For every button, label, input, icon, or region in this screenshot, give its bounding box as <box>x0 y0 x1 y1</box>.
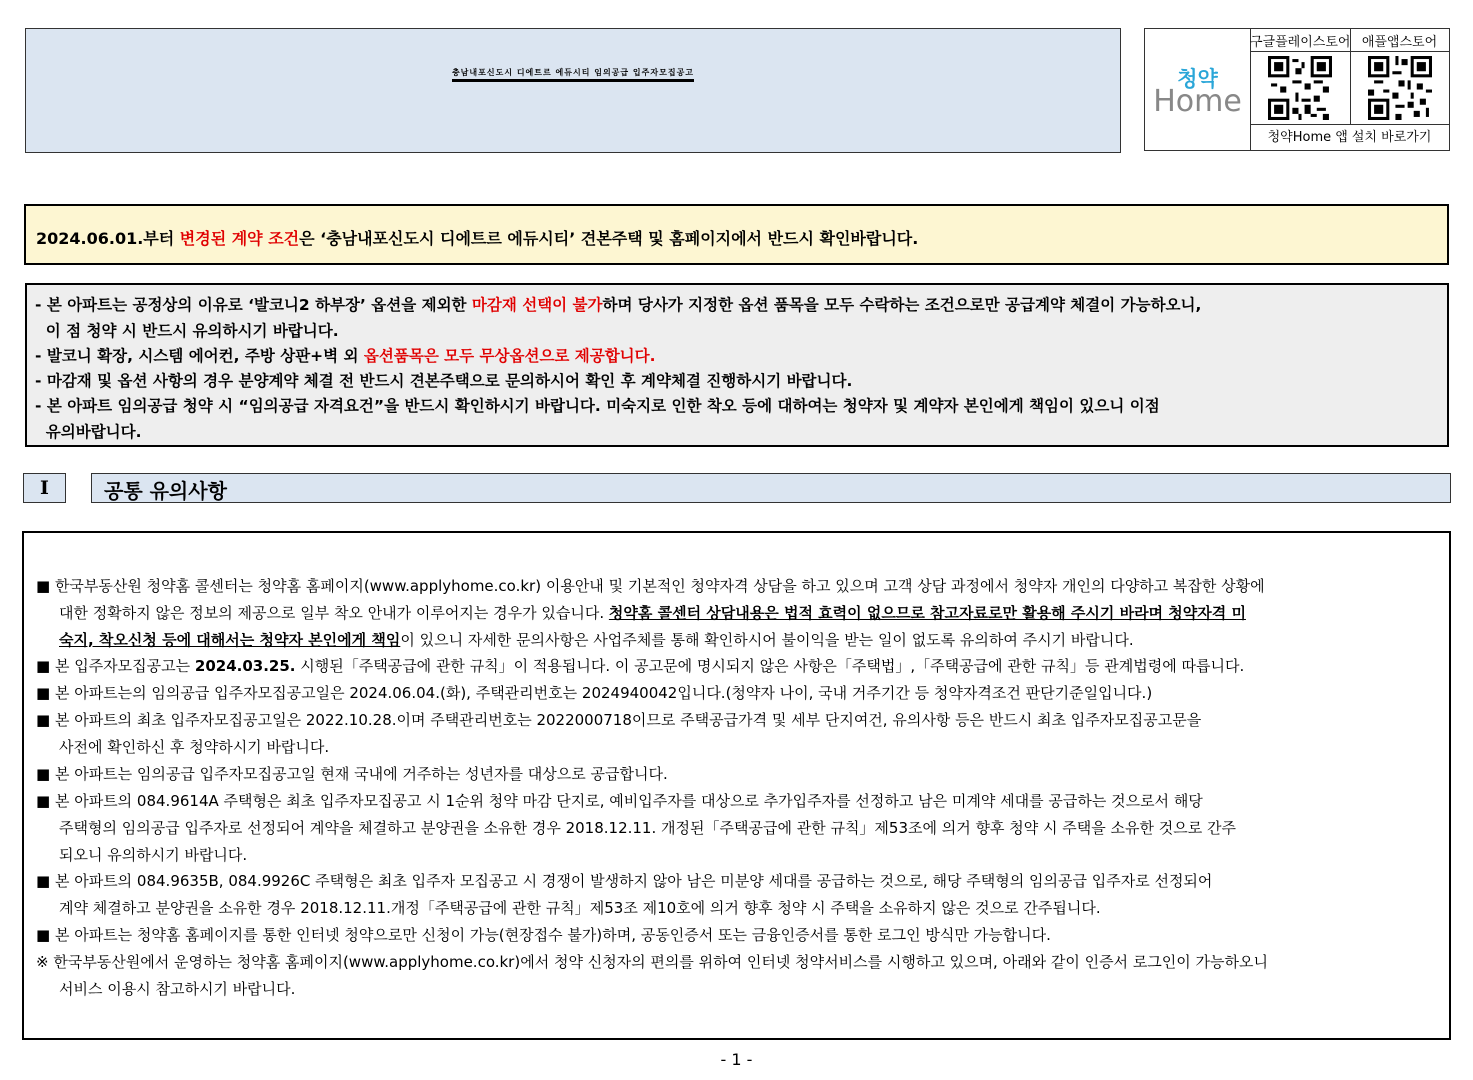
app-install-link[interactable]: 청약Home 앱 설치 바로가기 <box>1250 124 1449 151</box>
title-banner <box>25 28 1121 153</box>
qr-code-icon[interactable] <box>1268 56 1332 120</box>
caution-line: 이 점 청약 시 반드시 유의하시기 바랍니다. <box>35 322 339 340</box>
list-item: ■ 본 아파트는 청약홈 홈페이지를 통한 인터넷 청약으로만 신청이 가능(현장접수 불가)하며, 공동인증서 또는 금융인증서를 통한 로그인 방식만 가능합니다. <box>36 926 1051 944</box>
list-item: ■ 한국부동산원 청약홈 콜센터는 청약홈 홈페이지(www.applyhome.co.kr) 이용안내 및 기본적인 청약자격 상담을 하고 있으며 고객 상담 과정에서 청약자 개인의 다양하고 복잡한 상황에 <box>36 577 1265 595</box>
section-header <box>91 473 1451 503</box>
option-caution-box <box>25 283 1449 447</box>
list-item-continuation: 서비스 이용시 참고하시기 바랍니다. <box>59 980 296 998</box>
apple-store-qr-cell[interactable] <box>1350 29 1449 124</box>
qr-code-icon[interactable] <box>1368 56 1432 120</box>
common-notes-box <box>22 531 1451 1040</box>
caution-line: - 본 아파트 임의공급 청약 시 “임의공급 자격요건”을 반드시 확인하시기 바랍니다. 미숙지로 인한 착오 등에 대하여는 청약자 및 계약자 본인에게 책임이 있으니 이점 <box>35 397 1160 415</box>
list-item-continuation: 사전에 확인하신 후 청약하시기 바랍니다. <box>59 738 330 756</box>
list-item: ■ 본 아파트의 최초 입주자모집공고일은 2022.10.28.이며 주택관리번호는 2022000718이므로 주택공급가격 및 세부 단지여건, 유의사항 등은 반드시 최초 입주자모집공고문을 <box>36 711 1202 729</box>
page-title: 충남내포신도시 디에트르 에듀시티 임의공급 입주자모집공고 <box>26 67 1120 78</box>
list-item-continuation: 계약 체결하고 분양권을 소유한 경우 2018.12.11.개정「주택공급에 관한 규칙」제53조 제10호에 의거 향후 청약 시 주택을 소유하지 않은 것으로 간주됩니다. <box>59 899 1101 917</box>
list-item-continuation: 대한 정확하지 않은 정보의 제공으로 일부 착오 안내가 이루어지는 경우가 있습니다. 청약홈 콜센터 상담내용은 법적 효력이 없으므로 참고자료로만 활용해 주시기 바라며 청약자격 미 <box>59 604 1246 622</box>
list-item: ■ 본 아파트의 084.9635B, 084.9926C 주택형은 최초 입주자 모집공고 시 경쟁이 발생하지 않아 남은 미분양 세대를 공급하는 것으로, 해당 주택형의 임의공급 입주자로 선정되어 <box>36 872 1213 890</box>
notice-text: 2024.06.01.부터 변경된 계약 조건은 ‘충남내포신도시 디에트르 에듀시티’ 견본주택 및 홈페이지에서 반드시 확인바랍니다. <box>36 229 919 248</box>
section-number: I <box>23 473 66 503</box>
list-item: ■ 본 아파트는의 임의공급 입주자모집공고일은 2024.06.04.(화), 주택관리번호는 2024940042입니다.(청약자 나이, 국내 거주기간 등 청약자격조건 판단기준일입니다.) <box>36 684 1153 702</box>
caution-line: - 발코니 확장, 시스템 에어컨, 주방 상판+벽 외 옵션품목은 모두 무상옵션으로 제공합니다. <box>35 347 656 365</box>
app-download-box <box>1144 28 1450 151</box>
apple-store-label: 애플앱스토어 <box>1350 31 1449 52</box>
caution-line: - 마감재 및 옵션 사항의 경우 분양계약 체결 전 반드시 견본주택으로 문의하시어 확인 후 계약체결 진행하시기 바랍니다. <box>35 372 853 390</box>
list-item-continuation: 되오니 유의하시기 바랍니다. <box>59 846 248 864</box>
cheongyak-home-logo: 청약 Home <box>1145 29 1251 150</box>
list-item-continuation: 숙지, 착오신청 등에 대해서는 청약자 본인에게 책임이 있으니 자세한 문의사항은 사업주체를 통해 확인하시어 불이익을 받는 일이 없도록 유의하여 주시기 바랍니다. <box>59 631 1134 649</box>
google-play-label: 구글플레이스토어 <box>1250 31 1350 52</box>
section-title: 공통 유의사항 <box>104 479 227 503</box>
caution-line: - 본 아파트는 공정상의 이유로 ‘발코니2 하부장’ 옵션을 제외한 마감재 선택이 불가하며 당사가 지정한 옵션 품목을 모두 수락하는 조건으로만 공급계약 체결이 가능하오니, <box>35 296 1202 314</box>
caution-line: 유의바랍니다. <box>35 423 142 441</box>
page-number: - 1 - <box>720 1050 753 1069</box>
list-item: ■ 본 아파트의 084.9614A 주택형은 최초 입주자모집공고 시 1순위 청약 마감 단지로, 예비입주자를 대상으로 추가입주자를 선정하고 남은 미계약 세대를 공급하는 것으로서 해당 <box>36 792 1203 810</box>
contract-change-notice <box>24 204 1449 265</box>
list-item-continuation: 주택형의 임의공급 입주자로 선정되어 계약을 체결하고 분양권을 소유한 경우 2018.12.11. 개정된「주택공급에 관한 규칙」제53조에 의거 향후 청약 시 주택을 소유한 것으로 간주 <box>59 819 1236 837</box>
google-play-qr-cell[interactable] <box>1250 29 1351 124</box>
list-item: ■ 본 입주자모집공고는 2024.03.25. 시행된「주택공급에 관한 규칙」이 적용됩니다. 이 공고문에 명시되지 않은 사항은「주택법」,「주택공급에 관한 규칙」등 관계법령에 따릅니다. <box>36 657 1245 675</box>
list-item: ■ 본 아파트는 임의공급 입주자모집공고일 현재 국내에 거주하는 성년자를 대상으로 공급합니다. <box>36 765 668 783</box>
list-item: ※ 한국부동산원에서 운영하는 청약홈 홈페이지(www.applyhome.co.kr)에서 청약 신청자의 편의를 위하여 인터넷 청약서비스를 시행하고 있으며, 아래와 같이 인증서 로그인이 가능하오니 <box>36 953 1268 971</box>
